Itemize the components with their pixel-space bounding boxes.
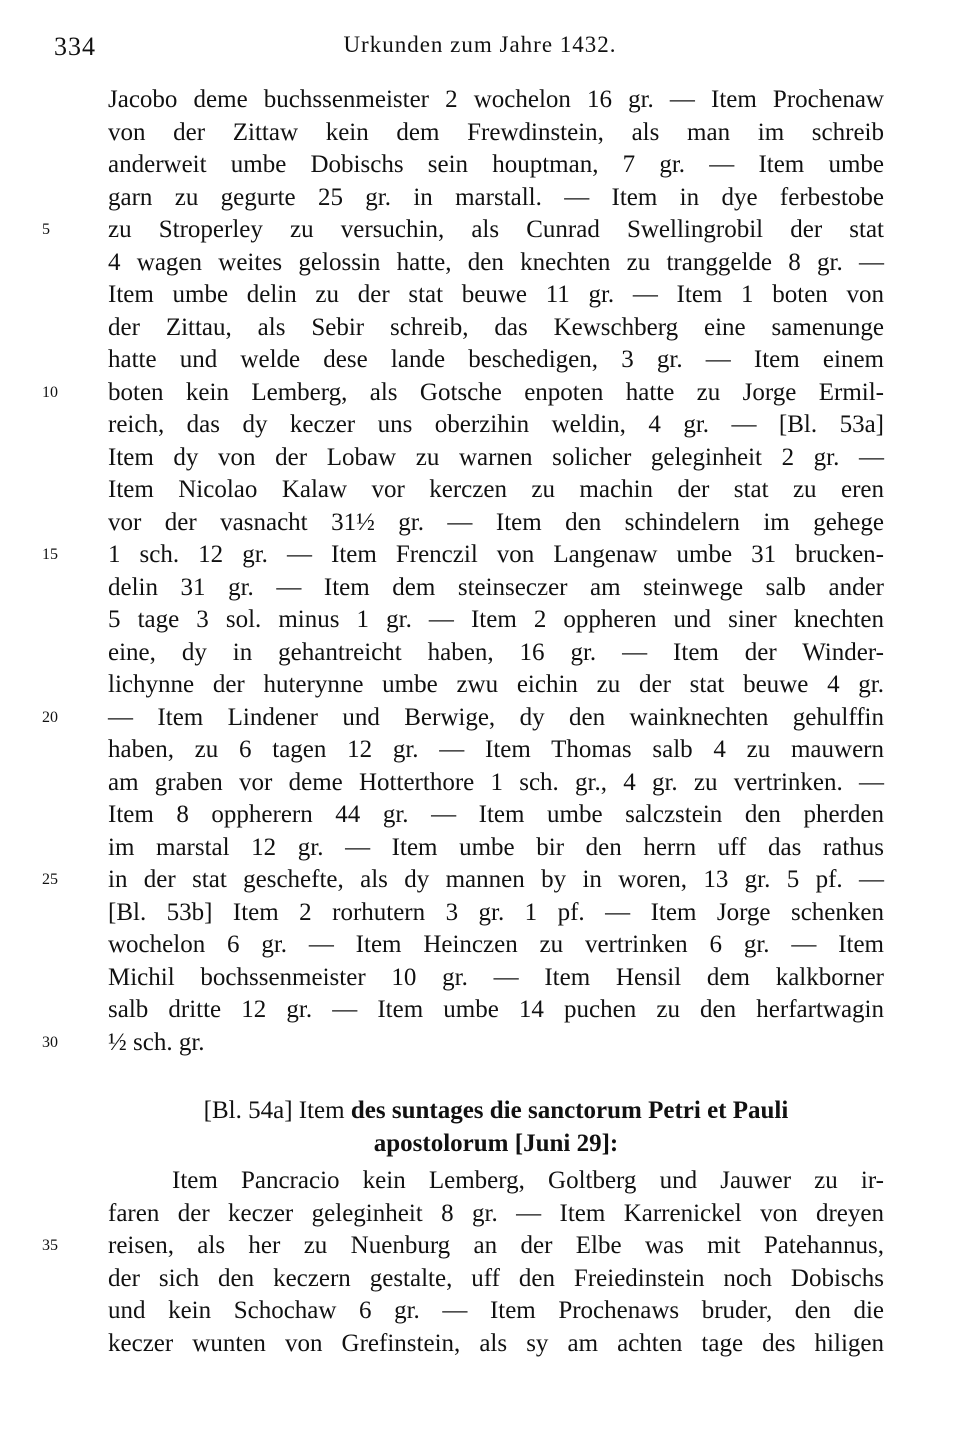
line-text: hatte und welde dese lande beschedigen, 3 gr. — Item einem: [108, 346, 884, 373]
line-text: Jacobo deme buchssenmeister 2 wochelon 16 gr. — Item Prochenaw: [108, 86, 884, 113]
line-text: Michil bochssenmeister 10 gr. — Item Hensil dem kalkborner: [108, 963, 884, 991]
line-text: keczer wunten von Grefinstein, als sy am achten tage des hiligen: [108, 1329, 884, 1357]
line-text: eine, dy in gehantreicht haben, 16 gr. — Item der Winder-: [108, 638, 884, 666]
text-line: [108, 799, 884, 832]
text-line: [108, 832, 884, 865]
text-line: [108, 117, 884, 150]
main-text-block: [42, 84, 884, 1059]
line-text: 5 tage 3 sol. minus 1 gr. — Item 2 oppheren und siner knechten: [108, 606, 884, 633]
line-text: der sich den keczern gestalte, uff den Freiedinstein noch Dobischs: [108, 1264, 884, 1292]
text-line: [108, 929, 884, 962]
text-line: [108, 767, 884, 800]
text-line: [42, 864, 884, 897]
text-line: [42, 214, 884, 247]
line-text: 4 wagen weites gelossin hatte, den knechten zu tranggelde 8 gr. —: [108, 248, 884, 276]
line-text: delin 31 gr. — Item dem steinseczer am steinwege salb ander: [108, 573, 884, 601]
line-text: reich, das dy keczer uns oberzihin weldin, 4 gr. — [Bl. 53a]: [108, 411, 884, 438]
folio-reference: [Bl. 54a]: [203, 1097, 293, 1124]
line-number: 15: [42, 546, 58, 563]
line-text: Item dy von der Lobaw zu warnen solicher geleginheit 2 gr. —: [108, 443, 884, 471]
text-line: [108, 1263, 884, 1296]
line-text: lichynne der huterynne umbe zwu eichin zu der stat beuwe 4 gr.: [108, 671, 884, 698]
text-line: [108, 604, 884, 637]
text-line: [108, 84, 884, 117]
line-text: anderweit umbe Dobischs sein houptman, 7 gr. — Item umbe: [108, 151, 884, 178]
line-text: Item umbe delin zu der stat beuwe 11 gr. — Item 1 boten von: [108, 281, 884, 308]
text-line: [108, 572, 884, 605]
text-line: [108, 507, 884, 540]
text-line: [108, 474, 884, 507]
text-line: [108, 1165, 884, 1198]
page-number: 334: [54, 32, 96, 61]
line-text: wochelon 6 gr. — Item Heinczen zu vertrinken 6 gr. — Item: [108, 931, 884, 958]
text-line: [42, 1027, 884, 1060]
line-text: vor der vasnacht 31½ gr. — Item den schindelern im gehege: [108, 508, 884, 536]
line-text: salb dritte 12 gr. — Item umbe 14 puchen zu den herfartwagin: [108, 996, 884, 1023]
text-line: [108, 247, 884, 280]
text-line: [108, 897, 884, 930]
line-text: Item Pancracio kein Lemberg, Goltberg und Jauwer zu ir-: [172, 1167, 884, 1194]
text-line: [108, 1328, 884, 1361]
text-line: [108, 312, 884, 345]
text-line: [108, 409, 884, 442]
line-text: Item Nicolao Kalaw vor kerczen zu machin der stat zu eren: [108, 476, 884, 503]
section-text-block: [42, 1165, 884, 1360]
heading-line-1: [108, 1095, 884, 1128]
section-heading: [108, 1095, 884, 1160]
line-text: reisen, als her zu Nuenburg an der Elbe was mit Patehannus,: [108, 1232, 884, 1259]
text-line: [108, 149, 884, 182]
line-text: garn zu gegurte 25 gr. in marstall. — Item in dye ferbestobe: [108, 183, 884, 211]
line-number: 20: [42, 708, 58, 726]
line-text: haben, zu 6 tagen 12 gr. — Item Thomas salb 4 zu mauwern: [108, 736, 884, 763]
line-number: 10: [42, 383, 58, 401]
text-line: [108, 1295, 884, 1328]
line-text: und kein Schochaw 6 gr. — Item Prochenaws bruder, den die: [108, 1297, 884, 1324]
text-line: [108, 637, 884, 670]
line-text: zu Stroperley zu versuchin, als Cunrad Swellingrobil der stat: [108, 216, 884, 243]
text-line: [108, 962, 884, 995]
text-line: [108, 182, 884, 215]
text-line: [42, 539, 884, 572]
line-text: faren der keczer geleginheit 8 gr. — Item Karrenickel von dreyen: [108, 1199, 884, 1227]
text-line: [108, 994, 884, 1027]
line-text: im marstal 12 gr. — Item umbe bir den herrn uff das rathus: [108, 833, 884, 861]
line-text: der Zittau, als Sebir schreib, das Kewschberg eine samenunge: [108, 313, 884, 341]
line-number: 35: [42, 1237, 58, 1254]
text-line: [108, 734, 884, 767]
line-text: ½ sch. gr.: [108, 1028, 205, 1056]
heading-line-2: [108, 1128, 884, 1161]
text-line: [42, 1230, 884, 1263]
heading-title: des suntages die sanctorum Petri et Pauli: [350, 1097, 789, 1124]
line-text: [Bl. 53b] Item 2 rorhutern 3 gr. 1 pf. — Item Jorge schenken: [108, 898, 884, 926]
running-head: Urkunden zum Jahre 1432.: [343, 32, 617, 57]
text-line: [108, 1198, 884, 1231]
line-text: in der stat geschefte, als dy mannen by in woren, 13 gr. 5 pf. —: [108, 866, 884, 893]
line-text: am graben vor deme Hotterthore 1 sch. gr., 4 gr. zu vertrinken. —: [108, 768, 884, 796]
heading-title-continued: apostolorum [Juni 29]:: [373, 1129, 619, 1157]
text-line: [42, 702, 884, 735]
line-text: boten kein Lemberg, als Gotsche enpoten hatte zu Jorge Ermil-: [108, 378, 884, 406]
text-line: [108, 442, 884, 475]
line-number: 30: [42, 1033, 58, 1051]
line-text: 1 sch. 12 gr. — Item Frenczil von Langenaw umbe 31 brucken-: [108, 541, 884, 568]
line-text: Item 8 oppherern 44 gr. — Item umbe salczstein den pherden: [108, 801, 884, 828]
text-line: [108, 669, 884, 702]
line-number: 25: [42, 871, 58, 888]
text-line: [108, 279, 884, 312]
page-header: [0, 32, 960, 68]
heading-prefix: Item: [298, 1097, 345, 1124]
line-text: von der Zittaw kein dem Frewdinstein, als man im schreib: [108, 118, 884, 146]
text-line: [108, 344, 884, 377]
text-line: [42, 377, 884, 410]
line-text: — Item Lindener und Berwige, dy den wainknechten gehulffin: [108, 703, 884, 731]
line-number: 5: [42, 221, 50, 238]
